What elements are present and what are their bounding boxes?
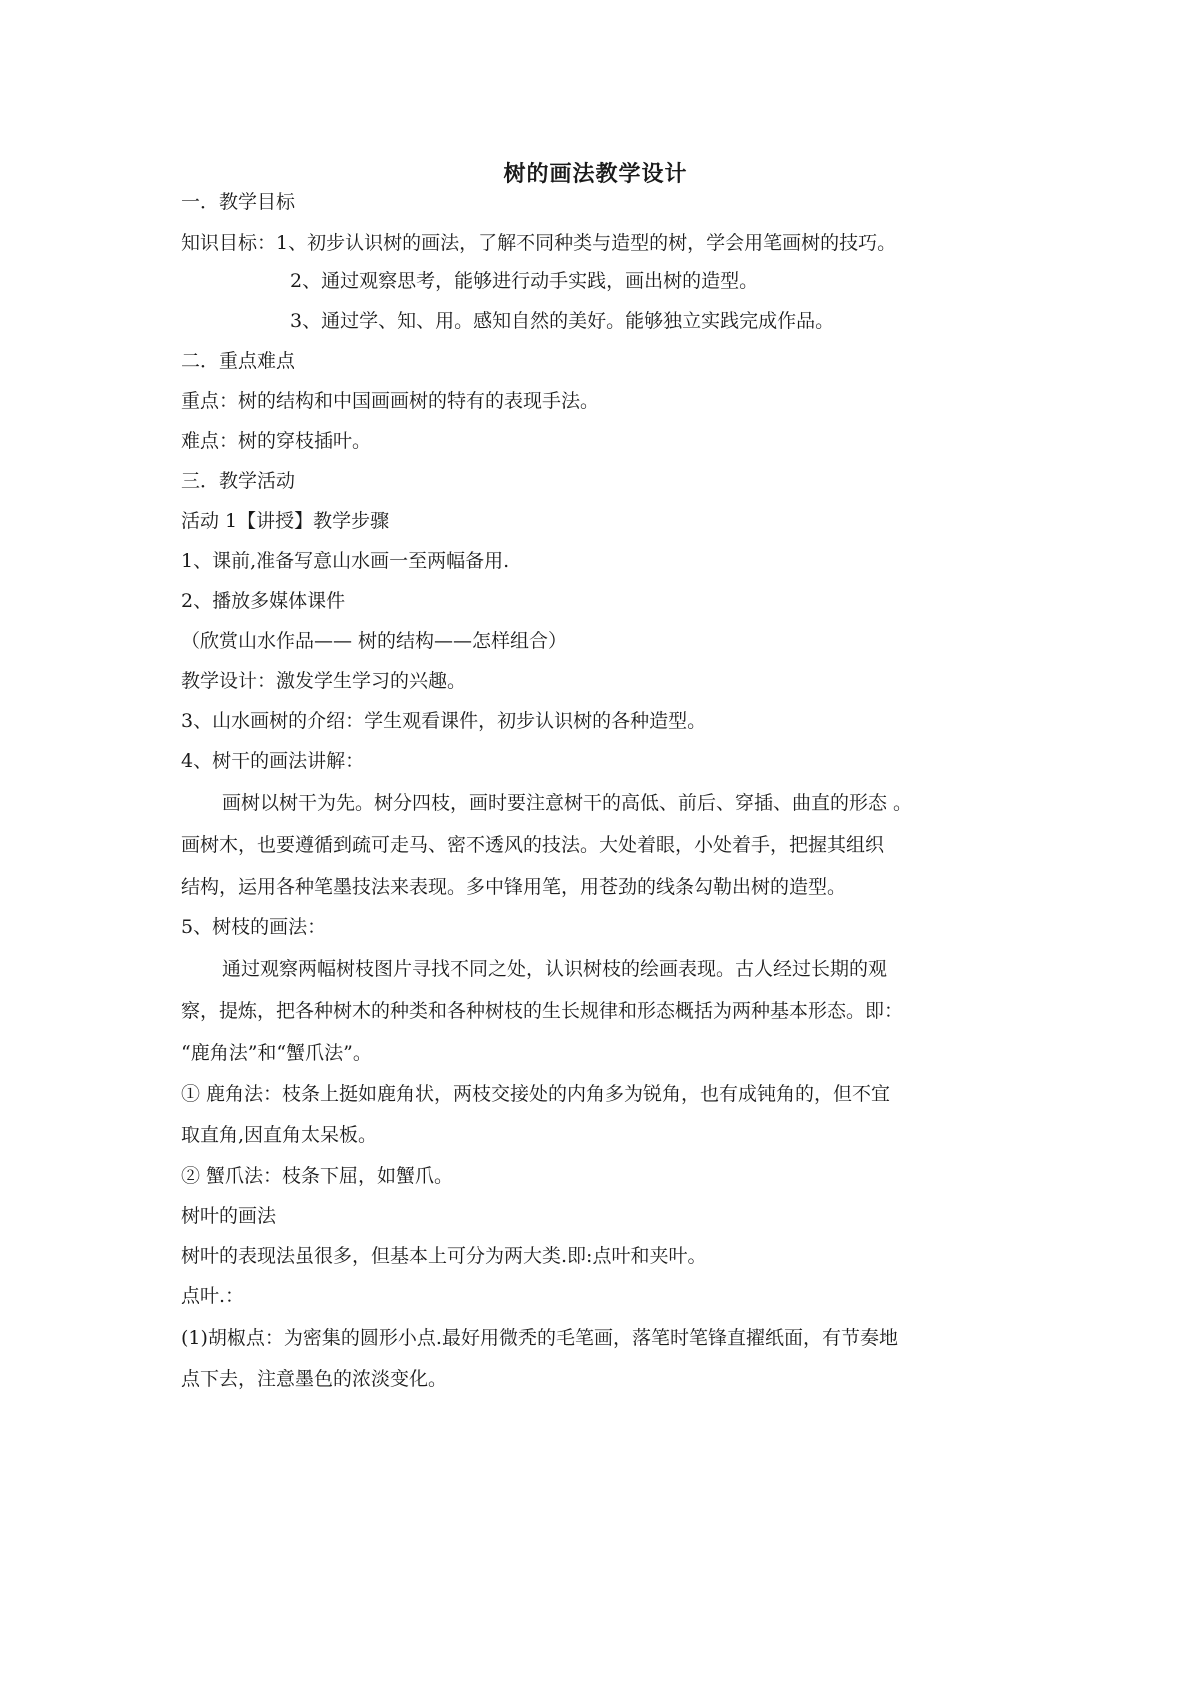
pepper-dot-line-1: (1)胡椒点：为密集的圆形小点.最好用微秃的毛笔画，落笔时笔锋直擢纸面，有节奏地 bbox=[181, 1327, 898, 1349]
step-1: 1、课前,准备写意山水画一至两幅备用. bbox=[181, 550, 510, 572]
branch-paragraph-line-1: 通过观察两幅树枝图片寻找不同之处，认识树枝的绘画表现。古人经过长期的观 bbox=[222, 958, 888, 980]
step-4: 4、树干的画法讲解： bbox=[181, 750, 365, 772]
leaf-intro: 树叶的表现法虽很多，但基本上可分为两大类.即:点叶和夹叶。 bbox=[181, 1245, 707, 1267]
step-2: 2、播放多媒体课件 bbox=[181, 590, 346, 612]
section-heading-objectives: 一．教学目标 bbox=[181, 191, 296, 213]
knowledge-goal-2: 2、通过观察思考，能够进行动手实践，画出树的造型。 bbox=[290, 270, 759, 292]
antler-method-line-2: 取直角,因直角太呆板。 bbox=[181, 1124, 378, 1146]
document-title: 树的画法教学设计 bbox=[503, 161, 688, 187]
trunk-paragraph-line-3: 结构，运用各种笔墨技法来表现。多中锋用笔，用苍劲的线条勾勒出树的造型。 bbox=[181, 876, 847, 898]
step-2-note: （欣赏山水作品—— 树的结构——怎样组合） bbox=[181, 630, 568, 652]
pepper-dot-line-2: 点下去，注意墨色的浓淡变化。 bbox=[181, 1368, 448, 1390]
teaching-design: 教学设计：激发学生学习的兴趣。 bbox=[181, 670, 467, 692]
activity-1-heading: 活动 1【讲授】教学步骤 bbox=[181, 510, 390, 532]
step-5: 5、树枝的画法： bbox=[181, 916, 327, 938]
trunk-paragraph-line-2: 画树木，也要遵循到疏可走马、密不透风的技法。大处着眼，小处着手，把握其组织 bbox=[181, 834, 885, 856]
step-3: 3、山水画树的介绍：学生观看课件，初步认识树的各种造型。 bbox=[181, 710, 707, 732]
section-heading-key-points: 二．重点难点 bbox=[181, 350, 296, 372]
difficult-point: 难点：树的穿枝插叶。 bbox=[181, 430, 372, 452]
crab-claw-method: ② 蟹爪法：枝条下屈，如蟹爪。 bbox=[181, 1165, 454, 1187]
section-heading-activities: 三．教学活动 bbox=[181, 470, 296, 492]
key-point: 重点：树的结构和中国画画树的特有的表现手法。 bbox=[181, 390, 600, 412]
knowledge-goal-3: 3、通过学、知、用。感知自然的美好。能够独立实践完成作品。 bbox=[290, 310, 835, 332]
branch-paragraph-line-2: 察，提炼，把各种树木的种类和各种树枝的生长规律和形态概括为两种基本形态。即： bbox=[181, 1000, 904, 1022]
antler-method-line-1: ① 鹿角法：枝条上挺如鹿角状，两枝交接处的内角多为锐角，也有成钝角的，但不宜 bbox=[181, 1083, 891, 1105]
trunk-paragraph-line-1: 画树以树干为先。树分四枝，画时要注意树干的高低、前后、穿插、曲直的形态 。 bbox=[222, 792, 913, 814]
knowledge-goal-1: 知识目标：1、初步认识树的画法，了解不同种类与造型的树，学会用笔画树的技巧。 bbox=[181, 232, 897, 254]
leaf-heading: 树叶的画法 bbox=[181, 1205, 277, 1227]
dot-leaf-heading: 点叶.： bbox=[181, 1285, 245, 1307]
branch-paragraph-line-3: “鹿角法”和“蟹爪法”。 bbox=[181, 1042, 372, 1064]
